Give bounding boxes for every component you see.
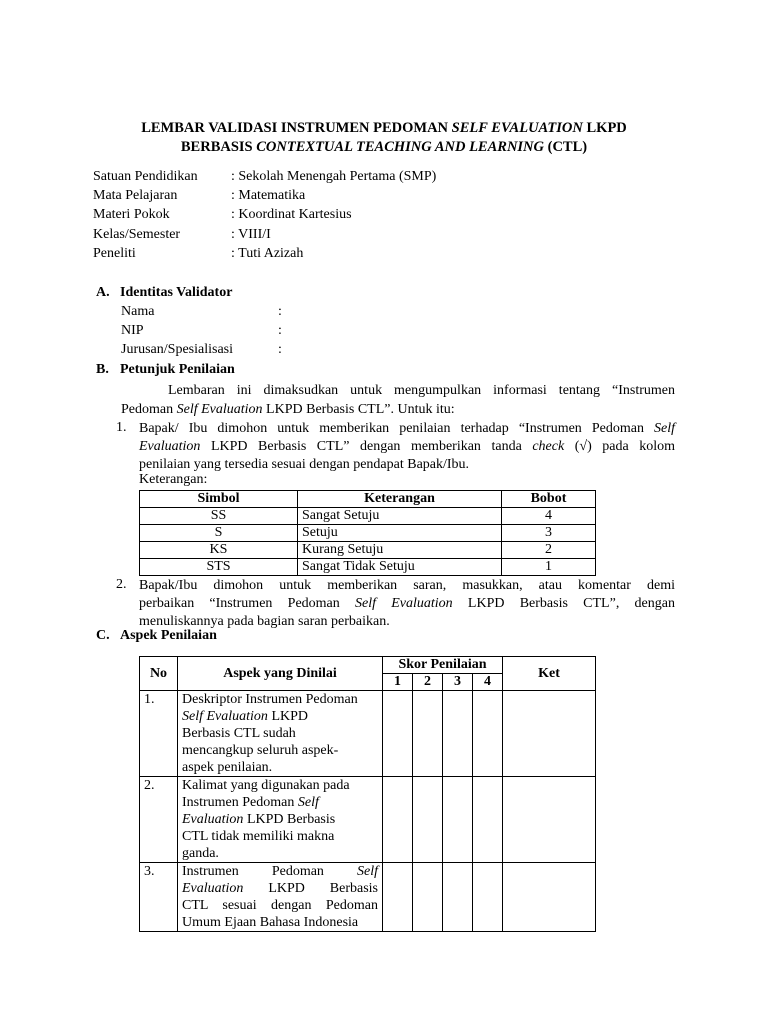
aspek-line: Kalimat yang digunakan pada bbox=[182, 778, 350, 793]
cell-aspek bbox=[178, 691, 383, 777]
cell-simbol: STS bbox=[140, 559, 298, 576]
cell-simbol: SS bbox=[140, 508, 298, 525]
title-italic: CONTEXTUAL TEACHING AND LEARNING bbox=[256, 139, 544, 155]
aspek-line: aspek penilaian. bbox=[182, 760, 273, 775]
item-1-line-2 bbox=[139, 438, 675, 456]
info-value-materi: : Koordinat Kartesius bbox=[231, 207, 352, 222]
aspek-line: Deskriptor Instrumen Pedoman bbox=[182, 692, 358, 707]
aspek-table bbox=[139, 656, 596, 932]
info-label-peneliti: Peneliti bbox=[93, 246, 136, 261]
intro-italic: Self Evaluation bbox=[176, 402, 263, 417]
validator-nip-label: NIP bbox=[121, 323, 144, 338]
section-letter: B. bbox=[96, 362, 109, 377]
info-label-materi: Materi Pokok bbox=[93, 207, 170, 222]
aspek-italic: Evaluation bbox=[182, 881, 244, 896]
score-cell[interactable] bbox=[383, 777, 413, 863]
intro-line-1: Lembaran ini dimaksudkan untuk mengumpulkan informasi tentang “Instrumen bbox=[168, 383, 675, 398]
intro-line-2 bbox=[121, 400, 675, 419]
item-1-number: 1. bbox=[116, 420, 127, 435]
item-1-line-3: penilaian yang tersedia sesuai dengan pendapat Bapak/Ibu. bbox=[139, 457, 470, 472]
aspek-italic: Self Evaluation bbox=[182, 709, 268, 724]
aspek-line: Umum Ejaan Bahasa Indonesia bbox=[182, 915, 359, 930]
score-cell[interactable] bbox=[443, 691, 473, 777]
item-text: Bapak/ Ibu dimohon untuk memberikan penilaian terhadap “Instrumen Pedoman bbox=[139, 421, 654, 436]
document-title-line-1 bbox=[0, 120, 768, 137]
item-1-text bbox=[139, 420, 675, 474]
section-b-intro bbox=[121, 381, 675, 419]
table-row bbox=[140, 691, 596, 777]
item-2-line-3: menuliskannya pada bagian saran perbaikan. bbox=[139, 614, 390, 629]
aspek-text: LKPD bbox=[267, 709, 308, 724]
header-simbol: Simbol bbox=[140, 491, 298, 508]
item-2-number: 2. bbox=[116, 577, 127, 592]
aspek-text: Instrumen Pedoman bbox=[182, 864, 357, 879]
aspek-line bbox=[182, 794, 378, 811]
aspek-line: ganda. bbox=[182, 846, 219, 861]
section-c-heading bbox=[96, 628, 217, 644]
item-text: LKPD Berbasis CTL” dengan memberikan tanda bbox=[200, 439, 533, 454]
header-ket: Ket bbox=[503, 657, 596, 691]
header-aspek: Aspek yang Dinilai bbox=[178, 657, 383, 691]
info-label-kelas: Kelas/Semester bbox=[93, 227, 181, 242]
score-header-2: 2 bbox=[413, 674, 443, 691]
cell-aspek bbox=[178, 863, 383, 932]
info-value-kelas: : VIII/I bbox=[231, 227, 271, 242]
section-letter: C. bbox=[96, 628, 110, 643]
header-bobot: Bobot bbox=[502, 491, 596, 508]
item-text: perbaikan “Instrumen Pedoman bbox=[139, 596, 355, 611]
score-cell[interactable] bbox=[443, 777, 473, 863]
cell-no: 1. bbox=[140, 691, 178, 777]
title-text: LKPD bbox=[582, 120, 627, 136]
cell-simbol: KS bbox=[140, 542, 298, 559]
section-title: Aspek Penilaian bbox=[120, 628, 217, 643]
ket-cell[interactable] bbox=[503, 691, 596, 777]
header-skor: Skor Penilaian bbox=[383, 657, 503, 674]
table-row bbox=[140, 777, 596, 863]
aspek-line bbox=[182, 863, 378, 880]
section-letter: A. bbox=[96, 285, 110, 300]
cell-no: 2. bbox=[140, 777, 178, 863]
item-1-line-1 bbox=[139, 420, 675, 438]
aspek-italic: Self bbox=[297, 795, 319, 810]
table-row bbox=[140, 525, 596, 542]
intro-text: LKPD Berbasis CTL”. Untuk itu: bbox=[262, 402, 455, 417]
aspek-italic: Evaluation bbox=[182, 812, 244, 827]
score-header-4: 4 bbox=[473, 674, 503, 691]
info-value-mapel: : Matematika bbox=[231, 188, 306, 203]
aspek-header-row bbox=[140, 657, 596, 674]
intro-text: Pedoman bbox=[121, 402, 177, 417]
title-italic: SELF EVALUATION bbox=[451, 120, 583, 136]
aspek-italic: Self bbox=[357, 864, 378, 879]
cell-aspek bbox=[178, 777, 383, 863]
score-cell[interactable] bbox=[473, 863, 503, 932]
item-italic: Self Evaluation bbox=[355, 596, 453, 611]
info-label-mapel: Mata Pelajaran bbox=[93, 188, 178, 203]
cell-bobot: 2 bbox=[502, 542, 596, 559]
validator-jurusan-colon: : bbox=[278, 342, 282, 357]
section-a-heading bbox=[96, 285, 232, 301]
score-cell[interactable] bbox=[383, 863, 413, 932]
score-cell[interactable] bbox=[413, 863, 443, 932]
validator-nama-label: Nama bbox=[121, 304, 155, 319]
item-italic: Evaluation bbox=[139, 439, 201, 454]
header-keterangan: Keterangan bbox=[298, 491, 502, 508]
aspek-line bbox=[182, 811, 378, 828]
cell-bobot: 4 bbox=[502, 508, 596, 525]
aspek-line: CTL tidak memiliki makna bbox=[182, 829, 335, 844]
section-title: Petunjuk Penilaian bbox=[120, 362, 235, 377]
cell-keterangan: Sangat Tidak Setuju bbox=[298, 559, 502, 576]
table-row bbox=[140, 559, 596, 576]
score-cell[interactable] bbox=[473, 777, 503, 863]
aspek-line bbox=[182, 880, 378, 897]
title-text: LEMBAR VALIDASI INSTRUMEN PEDOMAN bbox=[141, 120, 452, 136]
aspek-line: CTL sesuai dengan Pedoman bbox=[182, 898, 378, 913]
info-label-satuan: Satuan Pendidikan bbox=[93, 169, 198, 184]
aspek-text: LKPD Berbasis bbox=[243, 881, 378, 896]
ket-cell[interactable] bbox=[503, 863, 596, 932]
item-2-line-1: Bapak/Ibu dimohon untuk memberikan saran, masukkan, atau komentar demi bbox=[139, 578, 675, 593]
cell-keterangan: Kurang Setuju bbox=[298, 542, 502, 559]
section-b-heading bbox=[96, 362, 235, 378]
aspek-line bbox=[182, 708, 378, 725]
title-text: BERBASIS bbox=[180, 139, 257, 155]
symbol-table-header bbox=[140, 491, 596, 508]
cell-no: 3. bbox=[140, 863, 178, 932]
aspek-text: Instrumen Pedoman bbox=[182, 795, 298, 810]
ket-cell[interactable] bbox=[503, 777, 596, 863]
item-2-line-2 bbox=[139, 595, 675, 613]
validator-nama-colon: : bbox=[278, 304, 282, 319]
item-text: (√) pada kolom bbox=[564, 439, 676, 454]
cell-bobot: 3 bbox=[502, 525, 596, 542]
title-text: (CTL) bbox=[544, 139, 588, 155]
cell-simbol: S bbox=[140, 525, 298, 542]
table-row bbox=[140, 508, 596, 525]
item-italic: Self bbox=[654, 421, 675, 436]
score-header-3: 3 bbox=[443, 674, 473, 691]
symbol-table bbox=[139, 490, 596, 576]
score-cell[interactable] bbox=[443, 863, 473, 932]
item-2-text bbox=[139, 577, 675, 631]
info-value-peneliti: : Tuti Azizah bbox=[231, 246, 304, 261]
score-cell[interactable] bbox=[473, 691, 503, 777]
cell-bobot: 1 bbox=[502, 559, 596, 576]
table-row bbox=[140, 863, 596, 932]
header-no: No bbox=[140, 657, 178, 691]
item-text: LKPD Berbasis CTL”, dengan bbox=[452, 596, 675, 611]
info-value-satuan: : Sekolah Menengah Pertama (SMP) bbox=[231, 169, 437, 184]
document-title-line-2 bbox=[0, 139, 768, 156]
score-cell[interactable] bbox=[413, 777, 443, 863]
cell-keterangan: Sangat Setuju bbox=[298, 508, 502, 525]
section-title: Identitas Validator bbox=[120, 285, 233, 300]
item-italic: check bbox=[532, 439, 565, 454]
aspek-text: LKPD Berbasis bbox=[243, 812, 336, 827]
score-cell[interactable] bbox=[383, 691, 413, 777]
validator-jurusan-label: Jurusan/Spesialisasi bbox=[121, 342, 233, 357]
validator-nip-colon: : bbox=[278, 323, 282, 338]
keterangan-label: Keterangan: bbox=[139, 472, 208, 487]
table-row bbox=[140, 542, 596, 559]
score-cell[interactable] bbox=[413, 691, 443, 777]
score-header-1: 1 bbox=[383, 674, 413, 691]
aspek-line: mencangkup seluruh aspek- bbox=[182, 743, 339, 758]
aspek-line: Berbasis CTL sudah bbox=[182, 726, 296, 741]
cell-keterangan: Setuju bbox=[298, 525, 502, 542]
